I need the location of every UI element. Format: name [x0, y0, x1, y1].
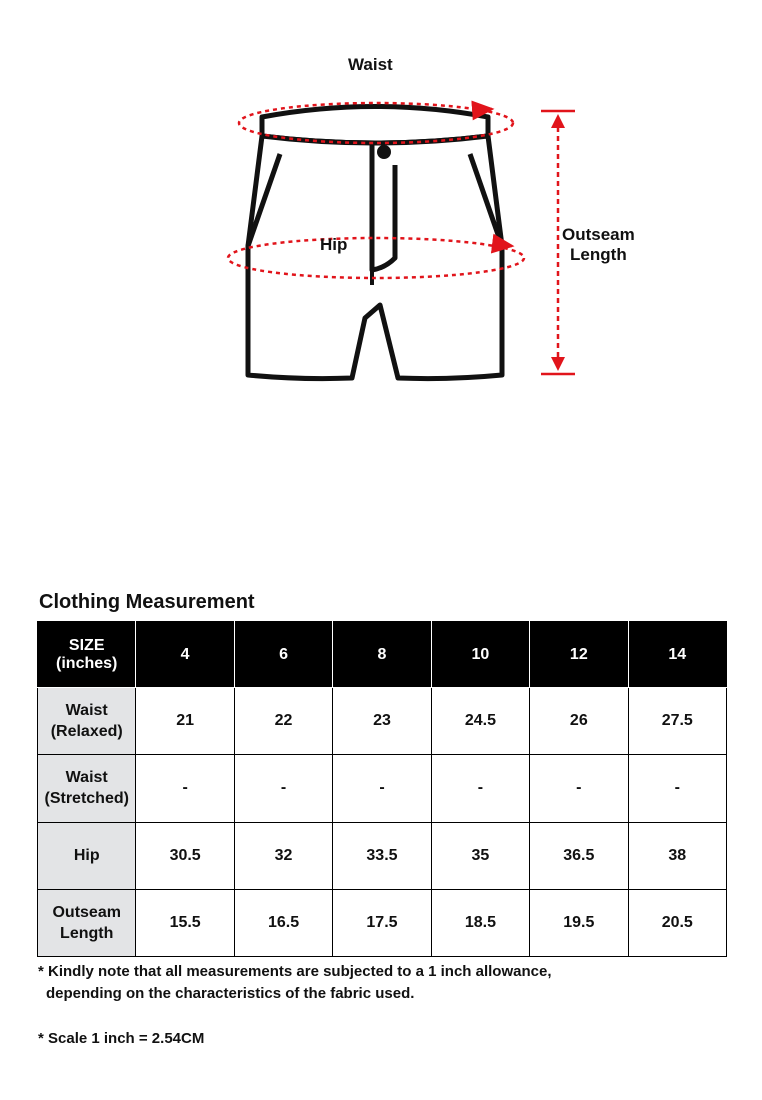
hip-label: Hip: [320, 235, 348, 254]
table-cell: 26: [530, 688, 628, 755]
row-label: [38, 822, 136, 889]
table-cell: 38: [628, 822, 726, 889]
row-label: [38, 688, 136, 755]
table-cell: 19.5: [530, 889, 628, 956]
table-header-row: [38, 622, 727, 688]
table-cell: -: [136, 755, 234, 822]
waist-label: Waist: [348, 55, 393, 74]
table-cell: 23: [333, 688, 431, 755]
table-cell: 15.5: [136, 889, 234, 956]
shorts-diagram: [0, 0, 762, 420]
size-column-header: 10: [431, 622, 529, 688]
size-header-cell: [38, 622, 136, 688]
row-label-line2: (Stretched): [44, 790, 129, 808]
size-column-header: 6: [234, 622, 332, 688]
row-label-line1: Hip: [73, 847, 100, 865]
row-label-line1: Waist: [65, 702, 108, 720]
outseam-label-line1: Outseam: [562, 225, 635, 244]
outseam-label-line2: Length: [570, 245, 627, 264]
row-label-line1: Outseam: [52, 903, 121, 921]
table-cell: 18.5: [431, 889, 529, 956]
table-row-hip: [38, 822, 727, 889]
size-column-header: 4: [136, 622, 234, 688]
shorts-body: [248, 136, 502, 379]
table-cell: 30.5: [136, 822, 234, 889]
table-cell: 20.5: [628, 889, 726, 956]
size-column-header: 12: [530, 622, 628, 688]
table-cell: 21: [136, 688, 234, 755]
allowance-note-line1: * Kindly note that all measurements are subjected to a 1 inch allowance,: [38, 963, 552, 980]
table-cell: 22: [234, 688, 332, 755]
measurement-table: [37, 621, 727, 957]
row-label: [38, 755, 136, 822]
table-cell: -: [530, 755, 628, 822]
table-cell: 32: [234, 822, 332, 889]
table-cell: 24.5: [431, 688, 529, 755]
outseam-arrowhead-bottom: [551, 357, 565, 371]
waist-button: [377, 145, 391, 159]
size-column-header: 14: [628, 622, 726, 688]
table-cell: 16.5: [234, 889, 332, 956]
section-title: Clothing Measurement: [39, 591, 255, 613]
waist-arrow: [478, 109, 492, 110]
table-cell: -: [628, 755, 726, 822]
outseam-arrowhead-top: [551, 114, 565, 128]
row-label: [38, 889, 136, 956]
table-cell: 17.5: [333, 889, 431, 956]
table-row-waist-stretched: [38, 755, 727, 822]
table-cell: 35: [431, 822, 529, 889]
table-cell: 33.5: [333, 822, 431, 889]
table-row-outseam-length: [38, 889, 727, 956]
size-column-header: 8: [333, 622, 431, 688]
allowance-note-line2: depending on the characteristics of the fabric used.: [46, 985, 415, 1002]
outseam-label: [562, 225, 635, 265]
table-cell: -: [333, 755, 431, 822]
scale-note: * Scale 1 inch = 2.54CM: [38, 1030, 205, 1047]
table-cell: -: [234, 755, 332, 822]
row-label-line1: Waist: [65, 769, 108, 787]
row-label-line2: Length: [60, 924, 114, 942]
row-label-line2: (Relaxed): [50, 723, 123, 741]
size-header-line1: SIZE: [68, 636, 105, 654]
table-cell: 36.5: [530, 822, 628, 889]
table-cell: -: [431, 755, 529, 822]
size-header-line2: (inches): [56, 654, 118, 672]
table-cell: 27.5: [628, 688, 726, 755]
allowance-note: [38, 961, 552, 1005]
table-row-waist-relaxed: [38, 688, 727, 755]
